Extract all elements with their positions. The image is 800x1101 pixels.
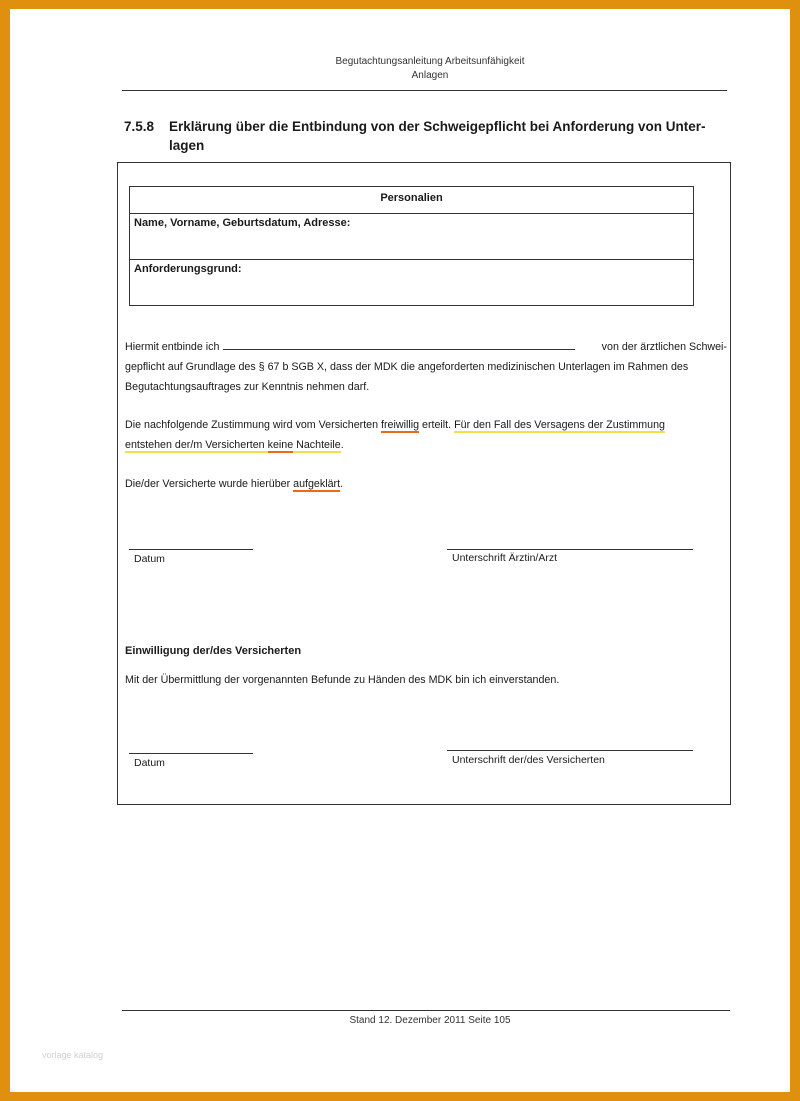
highlight-consequence: entstehen der/m Versicherten: [125, 439, 268, 451]
release-pre: Hiermit entbinde ich: [125, 341, 220, 353]
reason-label: Anforderungsgrund:: [134, 263, 242, 275]
date-line-1[interactable]: [129, 549, 253, 550]
highlight-nachteile: Nachteile: [293, 439, 341, 451]
release-post: von der ärztlichen Schwei-: [601, 341, 727, 353]
signature-line-insured[interactable]: [447, 750, 693, 751]
personalien-table: [129, 186, 694, 306]
paragraph-release-line-2: gepflicht auf Grundlage des § 67 b SGB X, dass der MDK die angeforderten medizinischen Unterlagen im Rahmen des: [125, 361, 689, 373]
name-address-label: Name, Vorname, Geburtsdatum, Adresse:: [134, 217, 351, 229]
header-line-2: Anlagen: [411, 70, 449, 81]
header-line-1: Begutachtungsanleitung Arbeitsunfähigkeit: [335, 56, 525, 67]
paragraph-release-line-3: Begutachtungsauftrages zur Kenntnis nehmen darf.: [125, 381, 370, 393]
personalien-title: Personalien: [380, 192, 443, 204]
informed-text: Die/der Versicherte wurde hierüber: [125, 478, 294, 490]
name-address-field[interactable]: [130, 213, 693, 259]
highlight-refusal: Für den Fall des Versagens der Zustimmung: [454, 419, 665, 431]
paragraph-voluntary-line-1: [125, 415, 727, 435]
voluntary-text-2: erteilt.: [419, 419, 455, 431]
section-number: 7.5.8: [124, 119, 155, 134]
signature-label-insured: Unterschrift der/des Versicherten: [452, 754, 605, 766]
section-title-line-1: Erklärung über die Entbindung von der Schweigepflicht bei Anforderung von Unter-: [169, 119, 706, 134]
date-label-2: Datum: [134, 757, 165, 769]
period-2: .: [340, 478, 344, 490]
consent-title: Einwilligung der/des Versicherten: [125, 645, 302, 657]
consent-text: Mit der Übermittlung der vorgenannten Befunde zu Händen des MDK bin ich einverstanden.: [125, 674, 560, 686]
highlight-aufgeklaert: aufgeklärt: [293, 478, 341, 490]
paragraph-release: [125, 337, 727, 397]
section-title-line-2: lagen: [169, 138, 205, 153]
period: .: [340, 439, 344, 451]
name-blank-line[interactable]: [223, 338, 575, 350]
voluntary-text: Die nachfolgende Zustimmung wird vom Versicherten: [125, 419, 382, 431]
footer-rule: [122, 1010, 730, 1011]
signature-line-doctor[interactable]: [447, 549, 693, 550]
paragraph-voluntary-line-2: [125, 435, 727, 455]
highlight-keine: keine: [267, 439, 294, 451]
date-line-2[interactable]: [129, 753, 253, 754]
footer-text: Stand 12. Dezember 2011 Seite 105: [349, 1015, 511, 1026]
watermark: vorlage katalog: [42, 1050, 104, 1060]
document-page: [10, 9, 790, 1092]
signature-label-doctor: Unterschrift Ärztin/Arzt: [452, 552, 558, 564]
paragraph-informed: [125, 474, 343, 494]
form-frame: [117, 162, 731, 805]
paragraph-release-line-1: [125, 337, 727, 357]
header-rule: [122, 90, 727, 91]
reason-field[interactable]: [130, 259, 693, 305]
section-title: [169, 117, 729, 155]
date-label-1: Datum: [134, 553, 165, 565]
highlight-freiwillig: freiwillig: [381, 419, 420, 431]
paragraph-voluntary: [125, 415, 727, 455]
